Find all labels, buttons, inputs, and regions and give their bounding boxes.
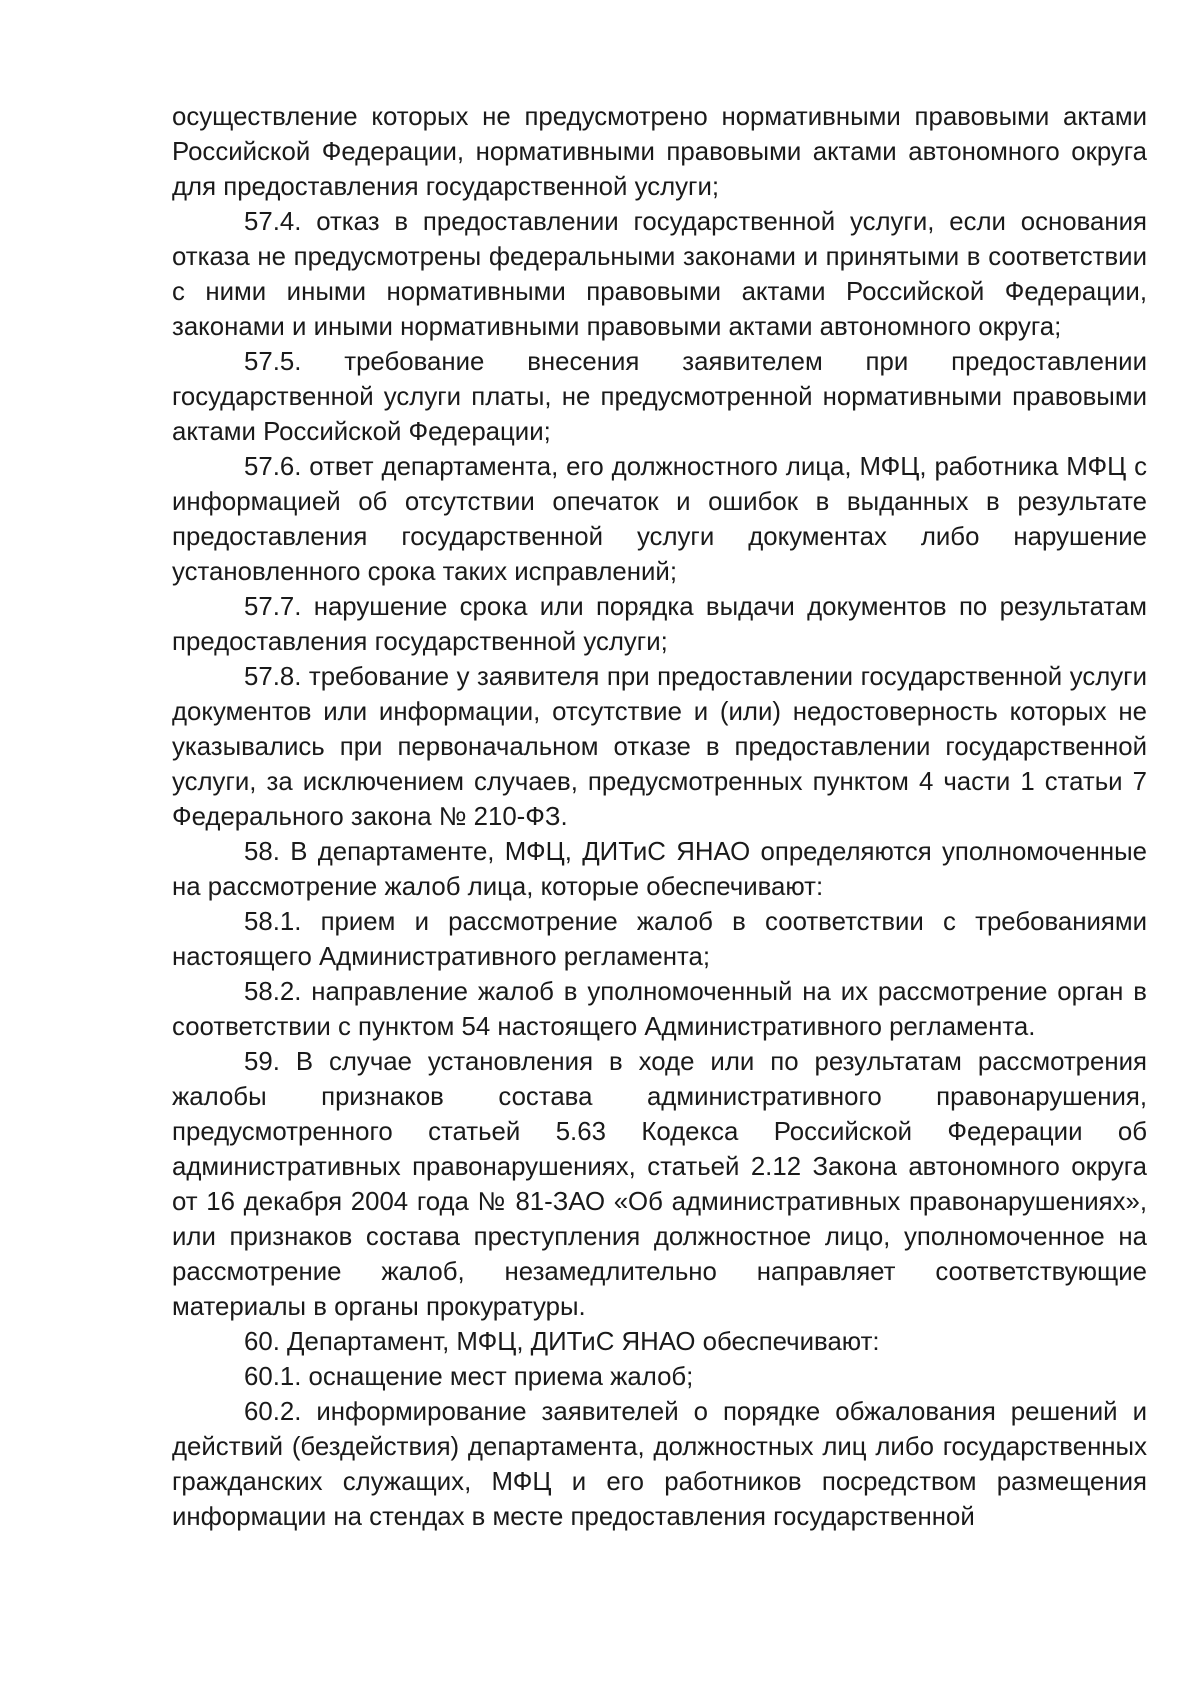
paragraph-57-5: 57.5. требование внесения заявителем при предоставлении государственной услуги платы, не предусмотренной нормативными правовыми актами Российской Федерации; xyxy=(172,348,1147,446)
paragraph-60-1: 60.1. оснащение мест приема жалоб; xyxy=(244,1363,694,1391)
paragraph-59: 59. В случае установления в ходе или по результатам рассмотрения жалобы признаков состава административного правонарушения, предусмотренного статьей 5.63 Кодекса Российской Федерации об административных правонарушениях, статьей 2.12 Закона автономного округа от 16 декабря 2004 года № 81-ЗАО «Об административных правонарушениях», или признаков состава преступления должностное лицо, уполномоченное на рассмотрение жалоб, незамедлительно направляет соответствующие материалы в органы прокуратуры. xyxy=(172,1048,1147,1321)
paragraph-continuation: осуществление которых не предусмотрено нормативными правовыми актами Российской Федерации, нормативными правовыми актами автономного округа для предоставления государственной услуги; xyxy=(172,103,1147,201)
paragraph-58-1: 58.1. прием и рассмотрение жалоб в соответствии с требованиями настоящего Административного регламента; xyxy=(172,908,1147,971)
paragraph-57-6: 57.6. ответ департамента, его должностного лица, МФЦ, работника МФЦ с информацией об отсутствии опечаток и ошибок в выданных в результате предоставления государственной услуги документах либо нарушение установленного срока таких исправлений; xyxy=(172,453,1147,586)
paragraph-57-7: 57.7. нарушение срока или порядка выдачи документов по результатам предоставления государственной услуги; xyxy=(172,593,1147,656)
paragraph-58-2: 58.2. направление жалоб в уполномоченный на их рассмотрение орган в соответствии с пунктом 54 настоящего Административного регламента. xyxy=(172,978,1147,1041)
paragraph-58: 58. В департаменте, МФЦ, ДИТиС ЯНАО определяются уполномоченные на рассмотрение жалоб лица, которые обеспечивают: xyxy=(172,838,1147,901)
document-page xyxy=(172,100,1147,1535)
paragraph-60: 60. Департамент, МФЦ, ДИТиС ЯНАО обеспечивают: xyxy=(244,1328,880,1356)
paragraph-57-4: 57.4. отказ в предоставлении государственной услуги, если основания отказа не предусмотрены федеральными законами и принятыми в соответствии с ними иными нормативными правовыми актами Российской Федерации, законами и иными нормативными правовыми актами автономного округа; xyxy=(172,208,1147,341)
paragraph-60-2: 60.2. информирование заявителей о порядке обжалования решений и действий (бездействия) департамента, должностных лиц либо государственных гражданских служащих, МФЦ и его работников посредством размещения информации на стендах в месте предоставления государственной xyxy=(172,1398,1147,1531)
paragraph-57-8: 57.8. требование у заявителя при предоставлении государственной услуги документов или информации, отсутствие и (или) недостоверность которых не указывались при первоначальном отказе в предоставлении государственной услуги, за исключением случаев, предусмотренных пунктом 4 части 1 статьи 7 Федерального закона № 210-ФЗ. xyxy=(172,663,1147,831)
